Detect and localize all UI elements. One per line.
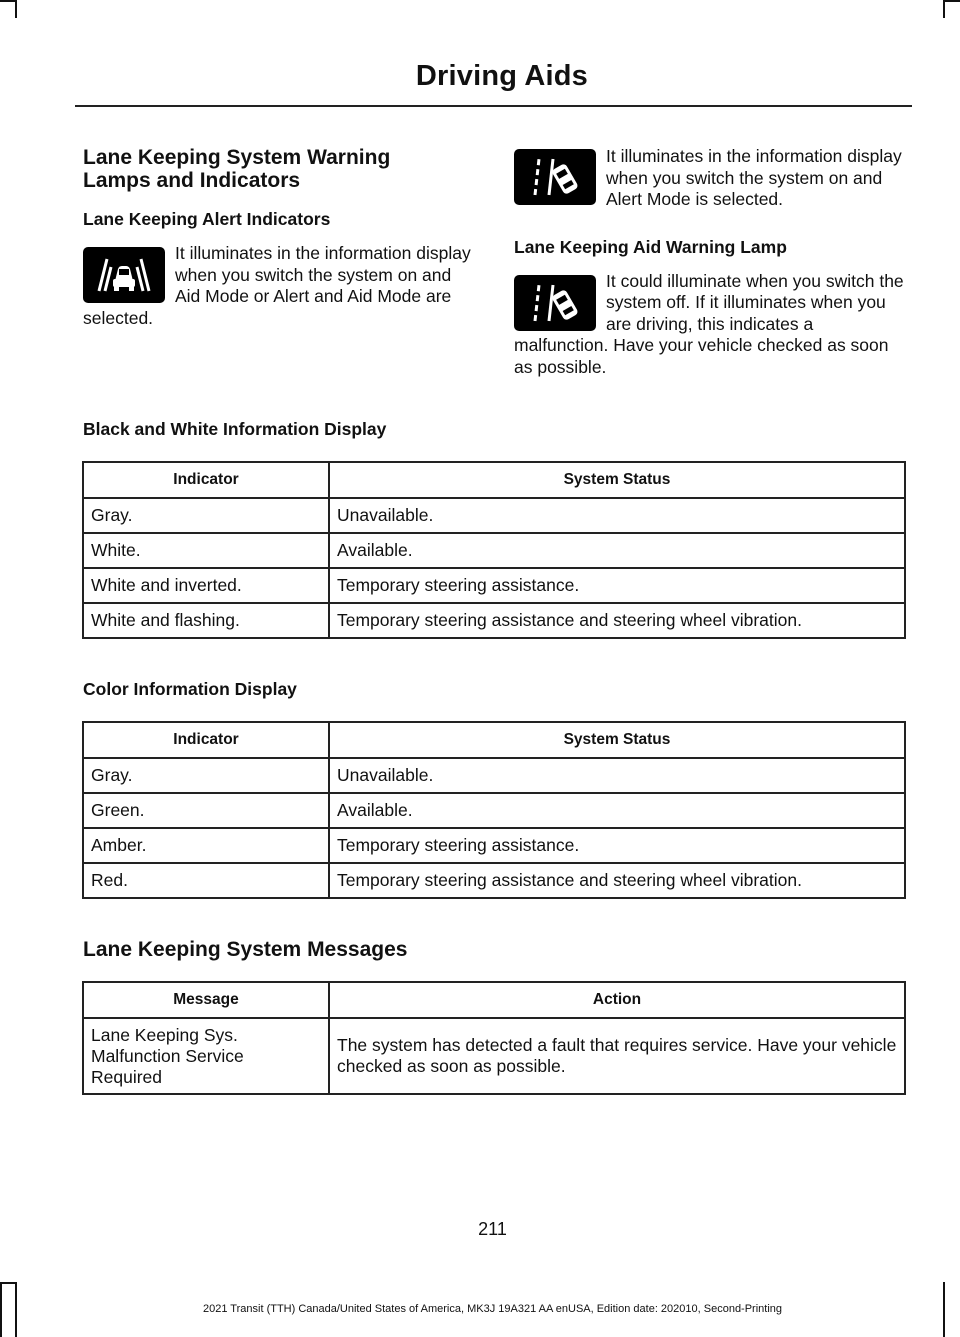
table-cell: Available. [329,793,905,828]
edition-footer: 2021 Transit (TTH) Canada/United States of America, MK3J 19A321 AA enUSA, Edition date: 202010, Second-Printing [202,1303,783,1315]
lane-keeping-alert-indicator-icon [83,247,165,303]
bw-display-table [82,461,906,639]
section-heading: Lane Keeping System Warning Lamps and Indicators [83,146,391,192]
table-cell: Temporary steering assistance and steering wheel vibration. [329,863,905,898]
table-header-row [83,722,905,758]
alert-indicator-description: It illuminates in the information display when you switch the system on and Aid Mode or Alert and Aid Mode are selected. [83,243,471,328]
column-header: Message [83,982,329,1018]
table-header-row [83,982,905,1018]
aid-warning-description: It could illuminate when you switch the system off. If it illuminates when you are driving, this indicates a malfunction. Have your vehicle checked as soon as possible. [514,270,904,377]
column-header: Action [329,982,905,1018]
left-column [83,146,475,329]
column-header: System Status [329,722,905,758]
table-cell: Temporary steering assistance. [329,568,905,603]
messages-section-title: Lane Keeping System Messages [83,938,408,961]
table-cell: White. [83,533,329,568]
table-row [83,758,905,793]
column-header: Indicator [83,722,329,758]
lane-keeping-aid-warning-icon [514,275,596,331]
column-header: Indicator [83,462,329,498]
crop-mark [943,0,960,2]
table-row [83,568,905,603]
table-row [83,1018,905,1094]
crop-mark [0,0,15,2]
page-header-title: Driving Aids [415,60,588,92]
crop-mark [15,0,17,18]
header-divider [75,105,912,107]
table-cell: Amber. [83,828,329,863]
table-cell: Unavailable. [329,758,905,793]
subheading-aid-warning-lamp: Lane Keeping Aid Warning Lamp [514,236,787,257]
table-cell: Unavailable. [329,498,905,533]
table-header-row [83,462,905,498]
right-column [514,146,907,378]
alert-mode-description: It illuminates in the information display when you switch the system on and Alert Mode is selected. [606,146,902,209]
table-cell: The system has detected a fault that requires service. Have your vehicle checked as soon as possible. [329,1018,905,1094]
lane-keeping-alert-mode-icon [514,149,596,205]
table-cell: Available. [329,533,905,568]
table-row [83,603,905,638]
table-cell: Red. [83,863,329,898]
table-cell: Green. [83,793,329,828]
bw-display-title: Black and White Information Display [83,419,387,439]
table-row [83,793,905,828]
table-row [83,828,905,863]
table-cell: Temporary steering assistance and steering wheel vibration. [329,603,905,638]
table-cell: Temporary steering assistance. [329,828,905,863]
table-row [83,533,905,568]
subheading-alert-indicators: Lane Keeping Alert Indicators [83,209,331,229]
table-row [83,498,905,533]
table-cell: White and inverted. [83,568,329,603]
crop-mark [943,0,945,18]
messages-table [82,981,906,1095]
table-cell: Gray. [83,498,329,533]
table-cell: Gray. [83,758,329,793]
color-display-title: Color Information Display [83,679,297,699]
table-cell: Lane Keeping Sys. Malfunction Service Required [83,1018,329,1094]
table-cell: White and flashing. [83,603,329,638]
table-row [83,863,905,898]
column-header: System Status [329,462,905,498]
color-display-table [82,721,906,899]
page-number: 211 [478,1219,507,1239]
